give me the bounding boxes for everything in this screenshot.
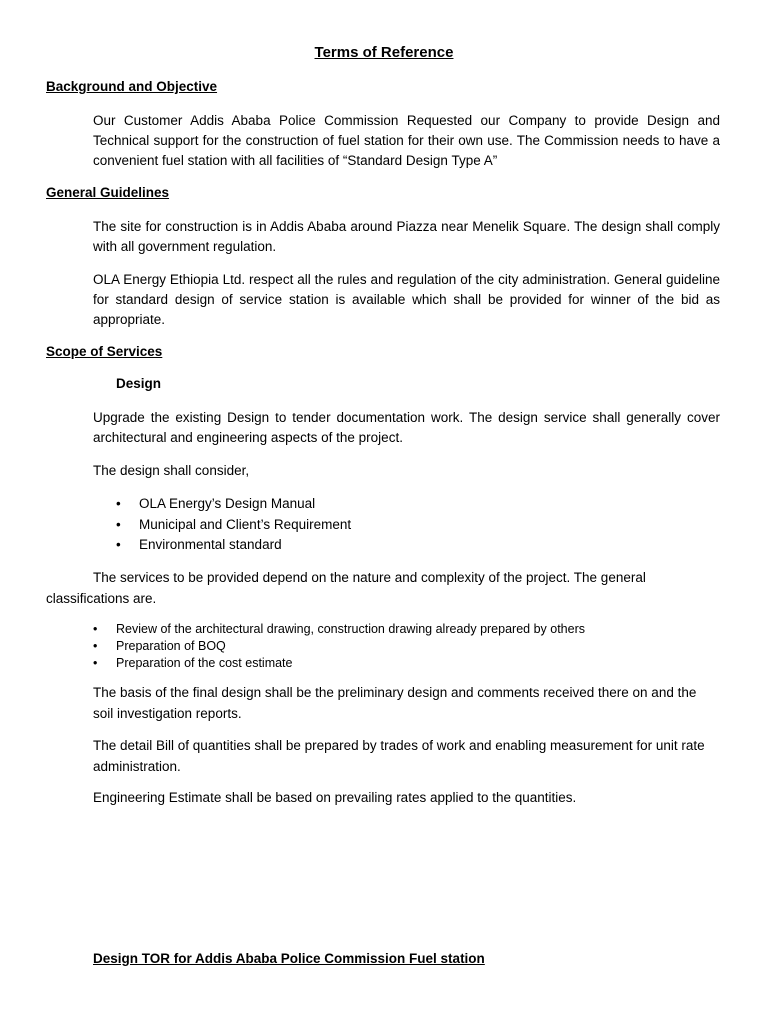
subheading-design: Design [116,376,162,391]
heading-general-guidelines: General Guidelines [46,185,170,200]
design-consider-list [116,494,352,556]
list-item-text: Review of the architectural drawing, construction drawing already prepared by others [116,622,585,636]
list-item-text: Environmental standard [139,537,282,552]
document-title: Terms of Reference [314,44,454,61]
list-item [93,621,585,638]
list-item [93,655,585,672]
paragraph-service-classifications: The services to be provided depend on the nature and complexity of the project. The general classifications are. [46,570,646,606]
paragraph-background: Our Customer Addis Ababa Police Commission Requested our Company to provide Design and Technical support for the construction of fuel station for their own use. The Commission needs to have a convenient fuel station with all facilities of “Standard Design Type A” [93,113,720,168]
classification-list [93,621,585,672]
paragraph-ola-energy-rules: OLA Energy Ethiopia Ltd. respect all the rules and regulation of the city administration. General guideline for standard design of service station is available which shall be provided for winner of the bid as appropriate. [93,272,720,327]
bullet-icon: • [116,496,121,511]
paragraph-site-location: The site for construction is in Addis Ababa around Piazza near Menelik Square. The design shall comply with all government regulation. [93,219,720,254]
bullet-icon: • [93,656,98,670]
paragraph-engineering-estimate: Engineering Estimate shall be based on prevailing rates applied to the quantities. [93,790,577,805]
paragraph-design-consider: The design shall consider, [93,463,250,478]
paragraph-upgrade-design: Upgrade the existing Design to tender documentation work. The design service shall generally cover architectural and engineering aspects of the project. [93,410,720,445]
list-item-text: Preparation of the cost estimate [116,656,293,670]
heading-scope-of-services: Scope of Services [46,344,163,359]
bullet-icon: • [116,516,121,532]
list-item [116,494,351,515]
bullet-icon: • [116,537,121,552]
bullet-icon: • [93,622,98,636]
list-item [93,638,585,655]
footer-document-label: Design TOR for Addis Ababa Police Commission Fuel station [93,951,485,966]
list-item [116,515,352,536]
list-item-text: Preparation of BOQ [116,639,226,653]
bullet-icon: • [93,639,98,653]
list-item-text: Municipal and Client’s Requirement [139,516,352,532]
list-item [116,535,351,556]
list-item-text: OLA Energy’s Design Manual [139,496,316,511]
paragraph-final-design-basis: The basis of the final design shall be the preliminary design and comments received there on and the soil investigation reports. [93,685,697,721]
paragraph-bill-of-quantities: The detail Bill of quantities shall be prepared by trades of work and enabling measurement for unit rate administration. [93,738,705,774]
heading-background-objective: Background and Objective [46,79,218,94]
